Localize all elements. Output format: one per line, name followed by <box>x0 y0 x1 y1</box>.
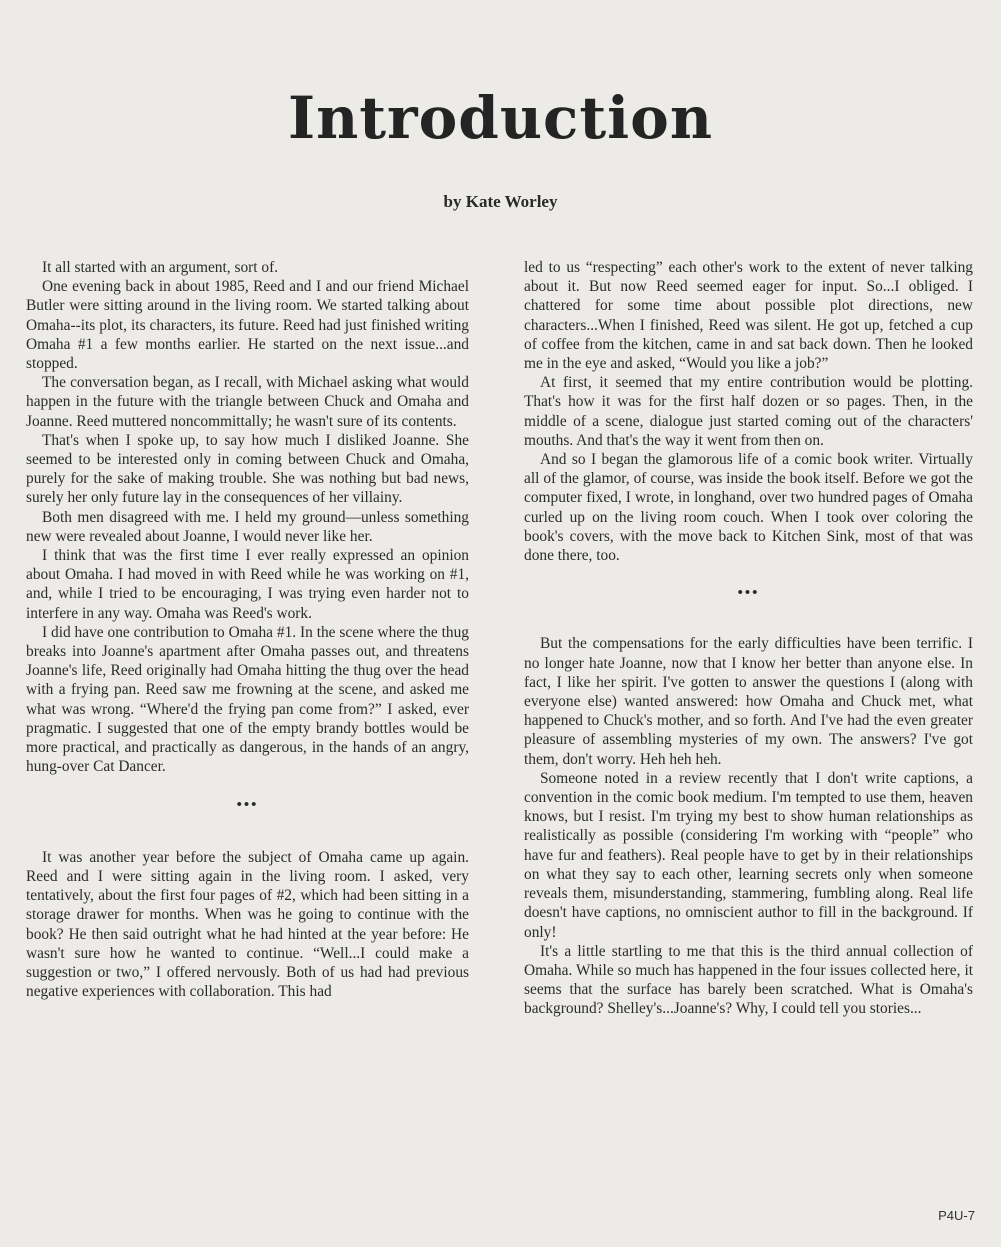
paragraph: One evening back in about 1985, Reed and I and our friend Michael Butler were sitting around in the living room. We started talking about Omaha--its plot, its characters, its future. Reed had just finished writing Omaha #1 a few months earlier. He started on the next issue...and stopped. <box>26 278 469 373</box>
paragraph: Both men disagreed with me. I held my ground—unless something new were revealed about Joanne, I would never like her. <box>26 508 469 545</box>
paragraph: That's when I spoke up, to say how much I disliked Joanne. She seemed to be interested only in coming between Chuck and Omaha, purely for the sake of making trouble. She was nothing but bad news, surely her only future lay in the consequences of her villainy. <box>26 431 469 507</box>
page-number: P4U-7 <box>938 1208 975 1223</box>
paragraph: I think that was the first time I ever really expressed an opinion about Omaha. I had moved in with Reed while he was working on #1, and, while I tried to be encouraging, I was trying even harder not to interfere in any way. Omaha was Reed's work. <box>26 547 469 622</box>
paragraph: led to us “respecting” each other's work to the extent of never talking about it. But now Reed seemed eager for input. So...I obliged. I chattered for some time about possible plot directions, new characters...When I finished, Reed was silent. He got up, fetched a cup of coffee from the kitchen, came in and sat back down. Then he looked me in the eye and asked, “Would you like a job?” <box>524 259 973 373</box>
page-title: Introduction <box>287 84 714 152</box>
byline: by Kate Worley <box>443 192 558 211</box>
right-column <box>524 258 973 1019</box>
paragraph: At first, it seemed that my entire contribution would be plotting. That's how it was for the first half dozen or so pages. Then, in the middle of a scene, dialogue just started coming out of the characters' mouths. And that's the way it went from then on. <box>524 374 973 449</box>
paragraph: It was another year before the subject of Omaha came up again. Reed and I were sitting again in the living room. I asked, very tentatively, about the first four pages of #2, which had been sitting in a storage drawer for months. When was he going to continue with the book? He then said outright what he had hinted at the year before: He wasn't sure how he wanted to continue. “Well...I could make a suggestion or two,” I offered nervously. Both of us had had previous negative experiences with collaboration. This had <box>26 848 469 1001</box>
section-separator: ••• <box>236 797 259 814</box>
paragraph: It all started with an argument, sort of. <box>42 259 279 276</box>
paragraph: Someone noted in a review recently that I don't write captions, a convention in the comic book medium. I'm tempted to use them, heaven knows, but I resist. I'm trying my best to show human relationships as realistically as possible (considering I'm working with “people” who have fur and feathers). Real people have to get by in their relationships on what they say to each other, learning secrets only when someone reveals them, misunderstanding, stammering, fumbling along. Real life doesn't have captions, no omniscient author to fill in the background. If only! <box>524 769 973 941</box>
paragraph: The conversation began, as I recall, with Michael asking what would happen in the future with the triangle between Chuck and Omaha and Joanne. Reed muttered noncommittally; he wasn't sure of its contents. <box>26 374 469 430</box>
paragraph: It's a little startling to me that this is the third annual collection of Omaha. While so much has happened in the four issues collected here, it seems that the surface has barely been scratched. What is Omaha's background? Shelley's...Joanne's? Why, I could tell you stories... <box>524 942 973 1018</box>
left-column <box>26 258 469 1001</box>
paragraph: I did have one contribution to Omaha #1. In the scene where the thug breaks into Joanne's apartment after Omaha passes out, and threatens Joanne's life, Reed originally had Omaha hitting the thug over the head with a frying pan. Reed saw me frowning at the scene, and asked me what was wrong. “Where'd the frying pan come from?” I asked, ever pragmatic. I suggested that one of the empty brandy bottles would be more practical, and practically as dangerous, in the hands of an angry, hung-over Cat Dancer. <box>26 623 469 776</box>
paragraph: But the compensations for the early difficulties have been terrific. I no longer hate Joanne, now that I know her better than anyone else. In fact, I like her spirit. I've gotten to answer the questions I (along with everyone else) wanted answered: how Omaha and Chuck met, what happened to Chuck's mother, and so forth. And I've had the even greater pleasure of assembling mysteries of my own. The answers? I've got them, don't worry. Heh heh heh. <box>524 635 973 768</box>
section-separator: ••• <box>737 585 760 602</box>
paragraph: And so I began the glamorous life of a comic book writer. Virtually all of the glamor, of course, was inside the book itself. Before we got the computer fixed, I wrote, in longhand, over two hundred pages of Omaha curled up on the living room couch. When I took over coloring the book's covers, with the move back to Kitchen Sink, most of that was done there, too. <box>524 451 973 565</box>
